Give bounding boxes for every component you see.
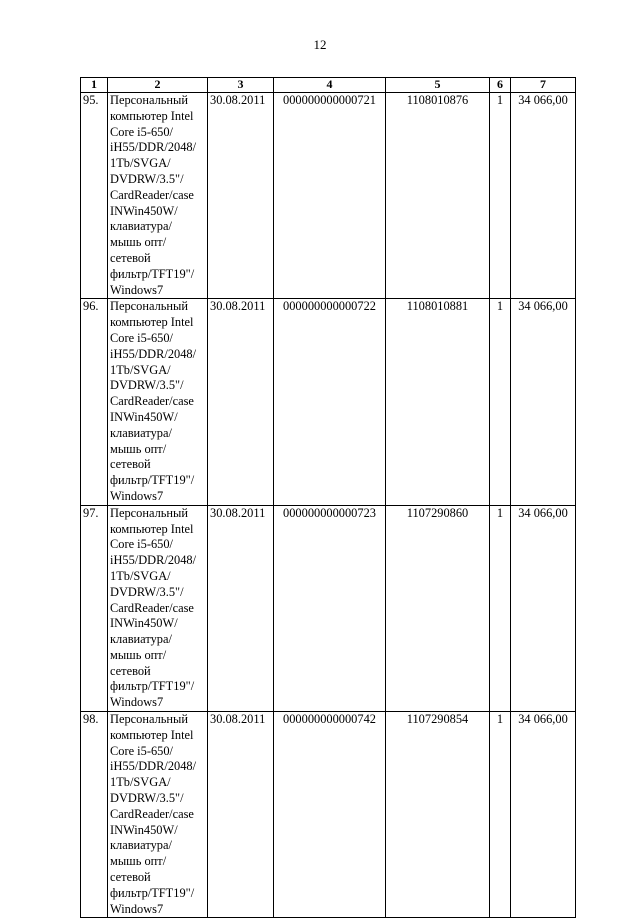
quantity: 1 [490, 93, 511, 299]
item-name-line: фильтр/TFT19"/ [110, 473, 195, 488]
item-name-line: компьютер Intel [110, 108, 194, 123]
item-name-line: iH55/DDR/2048/ [110, 140, 197, 155]
item-name-line: клавиатура/ [110, 632, 172, 647]
item-name-line: Core i5-650/ [110, 330, 173, 345]
item-name-line: CardReader/case [110, 806, 194, 821]
table-row [81, 505, 576, 711]
item-name [108, 93, 208, 299]
item-name-line: 1Tb/SVGA/ [110, 568, 171, 583]
item-name-line: INWin450W/ [110, 409, 178, 424]
item-name-line: мышь опт/ [110, 647, 167, 662]
item-name-line: сетевой [110, 663, 151, 678]
item-name-line: клавиатура/ [110, 838, 172, 853]
item-name-line: сетевой [110, 250, 151, 265]
item-name-line: Windows7 [110, 488, 164, 503]
quantity: 1 [490, 712, 511, 918]
item-name-line: мышь опт/ [110, 235, 167, 250]
acquisition-date: 30.08.2011 [208, 299, 274, 505]
item-name-line: мышь опт/ [110, 441, 167, 456]
item-name-line: Персональный [110, 93, 188, 107]
acquisition-date: 30.08.2011 [208, 505, 274, 711]
price: 34 066,00 [511, 93, 576, 299]
inventory-number: 000000000000723 [274, 505, 386, 711]
item-name-line: Windows7 [110, 282, 164, 297]
header-col-5: 5 [386, 78, 490, 93]
quantity: 1 [490, 299, 511, 505]
item-name-line: 1Tb/SVGA/ [110, 362, 171, 377]
serial-number: 1107290854 [386, 712, 490, 918]
item-name-line: компьютер Intel [110, 727, 194, 742]
table-row [81, 712, 576, 918]
item-name-line: 1Tb/SVGA/ [110, 775, 171, 790]
item-name-line: DVDRW/3.5"/ [110, 378, 184, 393]
item-name-line: Windows7 [110, 695, 164, 710]
header-col-6: 6 [490, 78, 511, 93]
header-col-2: 2 [108, 78, 208, 93]
item-name-line: фильтр/TFT19"/ [110, 885, 195, 900]
header-col-7: 7 [511, 78, 576, 93]
item-name-line: клавиатура/ [110, 219, 172, 234]
item-name-line: 1Tb/SVGA/ [110, 156, 171, 171]
item-name-line: Core i5-650/ [110, 124, 173, 139]
inventory-number: 000000000000721 [274, 93, 386, 299]
item-name-line: CardReader/case [110, 394, 194, 409]
serial-number: 1107290860 [386, 505, 490, 711]
item-name-line: INWin450W/ [110, 822, 178, 837]
price: 34 066,00 [511, 712, 576, 918]
serial-number: 1108010876 [386, 93, 490, 299]
acquisition-date: 30.08.2011 [208, 712, 274, 918]
item-name [108, 299, 208, 505]
item-name-line: компьютер Intel [110, 315, 194, 330]
row-number: 96. [81, 299, 108, 505]
row-number: 95. [81, 93, 108, 299]
quantity: 1 [490, 505, 511, 711]
item-name-line: CardReader/case [110, 187, 194, 202]
item-name-line: сетевой [110, 870, 151, 885]
item-name-line: INWin450W/ [110, 616, 178, 631]
item-name-line: CardReader/case [110, 600, 194, 615]
item-name-line: компьютер Intel [110, 521, 194, 536]
item-name-line: iH55/DDR/2048/ [110, 346, 197, 361]
item-name-line: фильтр/TFT19"/ [110, 679, 195, 694]
item-name-line: DVDRW/3.5"/ [110, 171, 184, 186]
item-name [108, 505, 208, 711]
item-name-line: Персональный [110, 299, 188, 314]
inventory-number: 000000000000742 [274, 712, 386, 918]
item-name-line: Core i5-650/ [110, 743, 173, 758]
price: 34 066,00 [511, 505, 576, 711]
item-name-line: Персональный [110, 505, 188, 520]
page-number: 12 [313, 37, 327, 52]
item-name-line: клавиатура/ [110, 425, 172, 440]
item-name-line: Персональный [110, 712, 188, 727]
item-name-line: сетевой [110, 457, 151, 472]
item-name-line: Windows7 [110, 901, 164, 916]
price: 34 066,00 [511, 299, 576, 505]
inventory-table [80, 77, 576, 918]
item-name-line: Core i5-650/ [110, 537, 173, 552]
row-number: 97. [81, 505, 108, 711]
item-name-line: DVDRW/3.5"/ [110, 584, 184, 599]
table-row [81, 93, 576, 299]
inventory-number: 000000000000722 [274, 299, 386, 505]
item-name-line: iH55/DDR/2048/ [110, 553, 197, 568]
header-col-1: 1 [81, 78, 108, 93]
acquisition-date: 30.08.2011 [208, 93, 274, 299]
table-row [81, 299, 576, 505]
item-name-line: мышь опт/ [110, 854, 167, 869]
row-number: 98. [81, 712, 108, 918]
table-body [81, 93, 576, 918]
table-header [81, 78, 576, 93]
header-col-3: 3 [208, 78, 274, 93]
item-name-line: iH55/DDR/2048/ [110, 759, 197, 774]
item-name-line: INWin450W/ [110, 203, 178, 218]
item-name-line: DVDRW/3.5"/ [110, 791, 184, 806]
header-row [81, 78, 576, 93]
item-name [108, 712, 208, 918]
header-col-4: 4 [274, 78, 386, 93]
serial-number: 1108010881 [386, 299, 490, 505]
item-name-line: фильтр/TFT19"/ [110, 266, 195, 281]
